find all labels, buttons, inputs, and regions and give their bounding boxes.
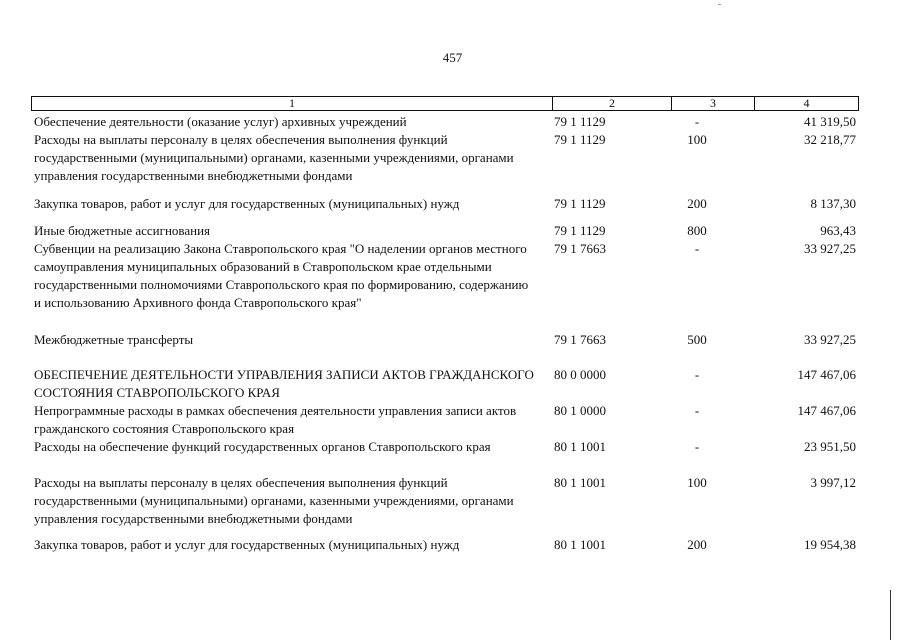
row-code: 80 1 0000: [554, 403, 606, 418]
row-expense-type: -: [694, 241, 700, 256]
scan-speck: [718, 4, 721, 5]
header-col-2: 2: [553, 97, 672, 110]
row-sum: 32 218,77: [804, 132, 856, 147]
row-name: Обеспечение деятельности (оказание услуг) архивных учреждений: [34, 114, 407, 129]
row-sum: 3 997,12: [810, 475, 856, 490]
row-code: 80 1 1001: [554, 475, 606, 490]
row-expense-type: 200: [687, 537, 707, 552]
row-sum: 963,43: [820, 223, 856, 238]
row-name: Закупка товаров, работ и услуг для государственных (муниципальных) нужд: [34, 537, 460, 552]
row-code: 80 1 1001: [554, 439, 606, 454]
row-sum: 33 927,25: [804, 241, 856, 256]
header-col-4: 4: [803, 96, 810, 110]
row-sum: 33 927,25: [804, 332, 856, 347]
page-number: 457: [442, 50, 463, 65]
row-sum: 19 954,38: [804, 537, 856, 552]
row-name: Расходы на выплаты персоналу в целях обеспечения выполнения функций государственными (муниципальными) органами, казенными учреждениями, органами управления государственными внебюджетными фондами: [34, 132, 514, 183]
row-code: 79 1 1129: [554, 223, 606, 238]
row-name: Иные бюджетные ассигнования: [34, 223, 211, 238]
row-name: Расходы на выплаты персоналу в целях обеспечения выполнения функций государственными (муниципальными) органами, казенными учреждениями, органами управления государственными внебюджетными фондами: [34, 475, 514, 526]
row-sum: 41 319,50: [804, 114, 856, 129]
row-name: Субвенции на реализацию Закона Ставропольского края "О наделении органов местного самоуправления муниципальных образований в Ставропольском крае отдельными государственными полномочиями Ставропольского края по формированию, содержанию и использованию Архивного фонда Ставропольского края": [34, 241, 529, 310]
row-code: 80 0 0000: [554, 367, 606, 382]
row-expense-type: -: [694, 114, 700, 129]
row-expense-type: 200: [687, 196, 707, 211]
row-name: Непрограммные расходы в рамках обеспечения деятельности управления записи актов гражданского состояния Ставропольского края: [34, 403, 517, 436]
row-name: Расходы на обеспечение функций государственных органов Ставропольского края: [34, 439, 491, 454]
row-name: ОБЕСПЕЧЕНИЕ ДЕЯТЕЛЬНОСТИ УПРАВЛЕНИЯ ЗАПИСИ АКТОВ ГРАЖДАНСКОГО СОСТОЯНИЯ СТАВРОПОЛЬСКОГО КРАЯ: [34, 367, 534, 400]
row-sum: 147 467,06: [797, 403, 856, 418]
table-header: [31, 96, 859, 111]
row-code: 79 1 7663: [554, 332, 606, 347]
header-col-3: 3: [672, 97, 755, 110]
row-sum: 147 467,06: [797, 367, 856, 382]
row-expense-type: 100: [687, 475, 707, 490]
row-sum: 8 137,30: [810, 196, 856, 211]
row-code: 79 1 1129: [554, 132, 606, 147]
row-code: 80 1 1001: [554, 537, 606, 552]
row-expense-type: -: [694, 403, 700, 418]
row-expense-type: -: [694, 439, 700, 454]
row-name: Закупка товаров, работ и услуг для государственных (муниципальных) нужд: [34, 196, 460, 211]
row-expense-type: -: [694, 367, 700, 382]
row-name: Межбюджетные трансферты: [34, 332, 194, 347]
row-sum: 23 951,50: [804, 439, 856, 454]
row-expense-type: 100: [687, 132, 707, 147]
row-code: 79 1 1129: [554, 196, 606, 211]
header-col-1: 1: [32, 97, 553, 110]
row-code: 79 1 1129: [554, 114, 606, 129]
row-code: 79 1 7663: [554, 241, 606, 256]
row-expense-type: 500: [687, 332, 707, 347]
scan-edge-line: [890, 590, 891, 640]
row-expense-type: 800: [687, 223, 707, 238]
